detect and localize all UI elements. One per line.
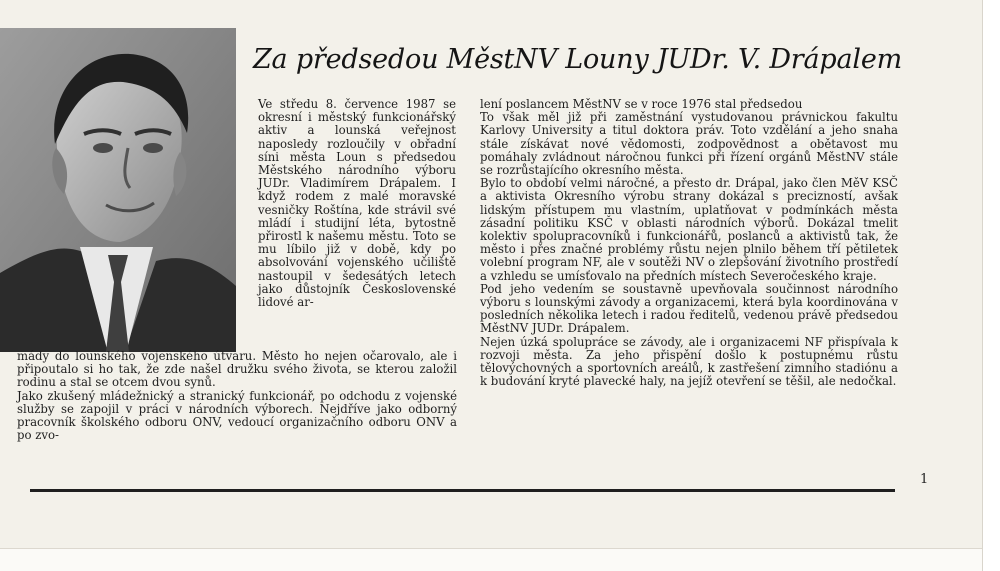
page-right-margin — [982, 0, 1000, 571]
portrait-photo — [0, 28, 236, 352]
article-column-left-bottom: mády do lounského vojenského útvaru. Město ho nejen očarovalo, ale i připoutalo si ho tak, že zde našel družku svého života, se kterou založil rodinu a stal se otcem dvou synů. Jako zkušený mládežnický a stranický funkcionář, po odchodu z vojenské služby se zapojil v práci v národních výborech. Nejdříve jako odborný pracovník školského odboru ONV, vedoucí organizačního odboru ONV a po zvo- — [17, 349, 457, 443]
article-title: Za předsedou MěstNV Louny JUDr. V. Drápalem — [253, 44, 902, 75]
article-column-left-top: Ve středu 8. července 1987 se okresní i městský funkcionářský aktiv a lounská veřejnost naposledy rozloučily v obřadní síni města Loun s předsedou Městského národního výboru JUDr. Vladimírem Drápalem. I když rodem z malé moravské vesničky Roštína, kde strávil své mládí i studijní léta, bytostně přirostl k našemu městu. Toto se mu líbilo již v době, kdy po absolvování vojenského učiliště nastoupil v šedesátých letech jako důstojník Československé lidové ar- — [258, 97, 456, 310]
portrait-illustration — [0, 28, 236, 352]
footer-rule — [30, 489, 895, 492]
page-bottom-margin — [0, 548, 982, 571]
page-number: 1 — [920, 472, 929, 487]
article-column-right: lení poslancem MěstNV se v roce 1976 stal předsedou To však měl již při zaměstnání vystudovanou právnickou fakultu Karlovy University a titul doktora práv. Toto vzdělání a jeho snaha stále získávat nové vědomosti, zodpovědnost a obětavost mu pomáhaly zvládnout náročnou funkci při řízení orgánů MěstNV stále se rozrůstajícího okresního města. Bylo to období velmi náročné, a přesto dr. Drápal, jako člen MěV KSČ a aktivista Okresního výrobu strany dokázal s precizností, avšak lidským přístupem mu vlastním, uplatňovat v podmínkách města zásadní politiku KSČ v oblasti národních výborů. Dokázal tmelit kolektiv spolupracovníků i funkcionářů, poslanců a aktivistů tak, že město i přes značné problémy růstu nejen plnilo během tří pětiletek volební program NF, ale v soutěži NV o zlepšování životního prostředí a vzhledu se umísťovalo na předních místech Severočeského kraje. Pod jeho vedením se soustavně upevňovala součinnost národního výboru s lounskými závody a organizacemi, která byla koordinována v posledních několika letech i radou ředitelů, vedenou právě předsedou MěstNV JUDr. Drápalem. Nejen úzká spolupráce se závody, ale i organizacemi NF přispívala k rozvoji města. Za jeho přispění došlo k postupnému růstu tělovýchovných a sportovních areálů, k zastřešení zimního stadiónu a k budování kryté plavecké haly, na jejíž otevření se těšil, ale nedočkal. — [480, 97, 898, 389]
